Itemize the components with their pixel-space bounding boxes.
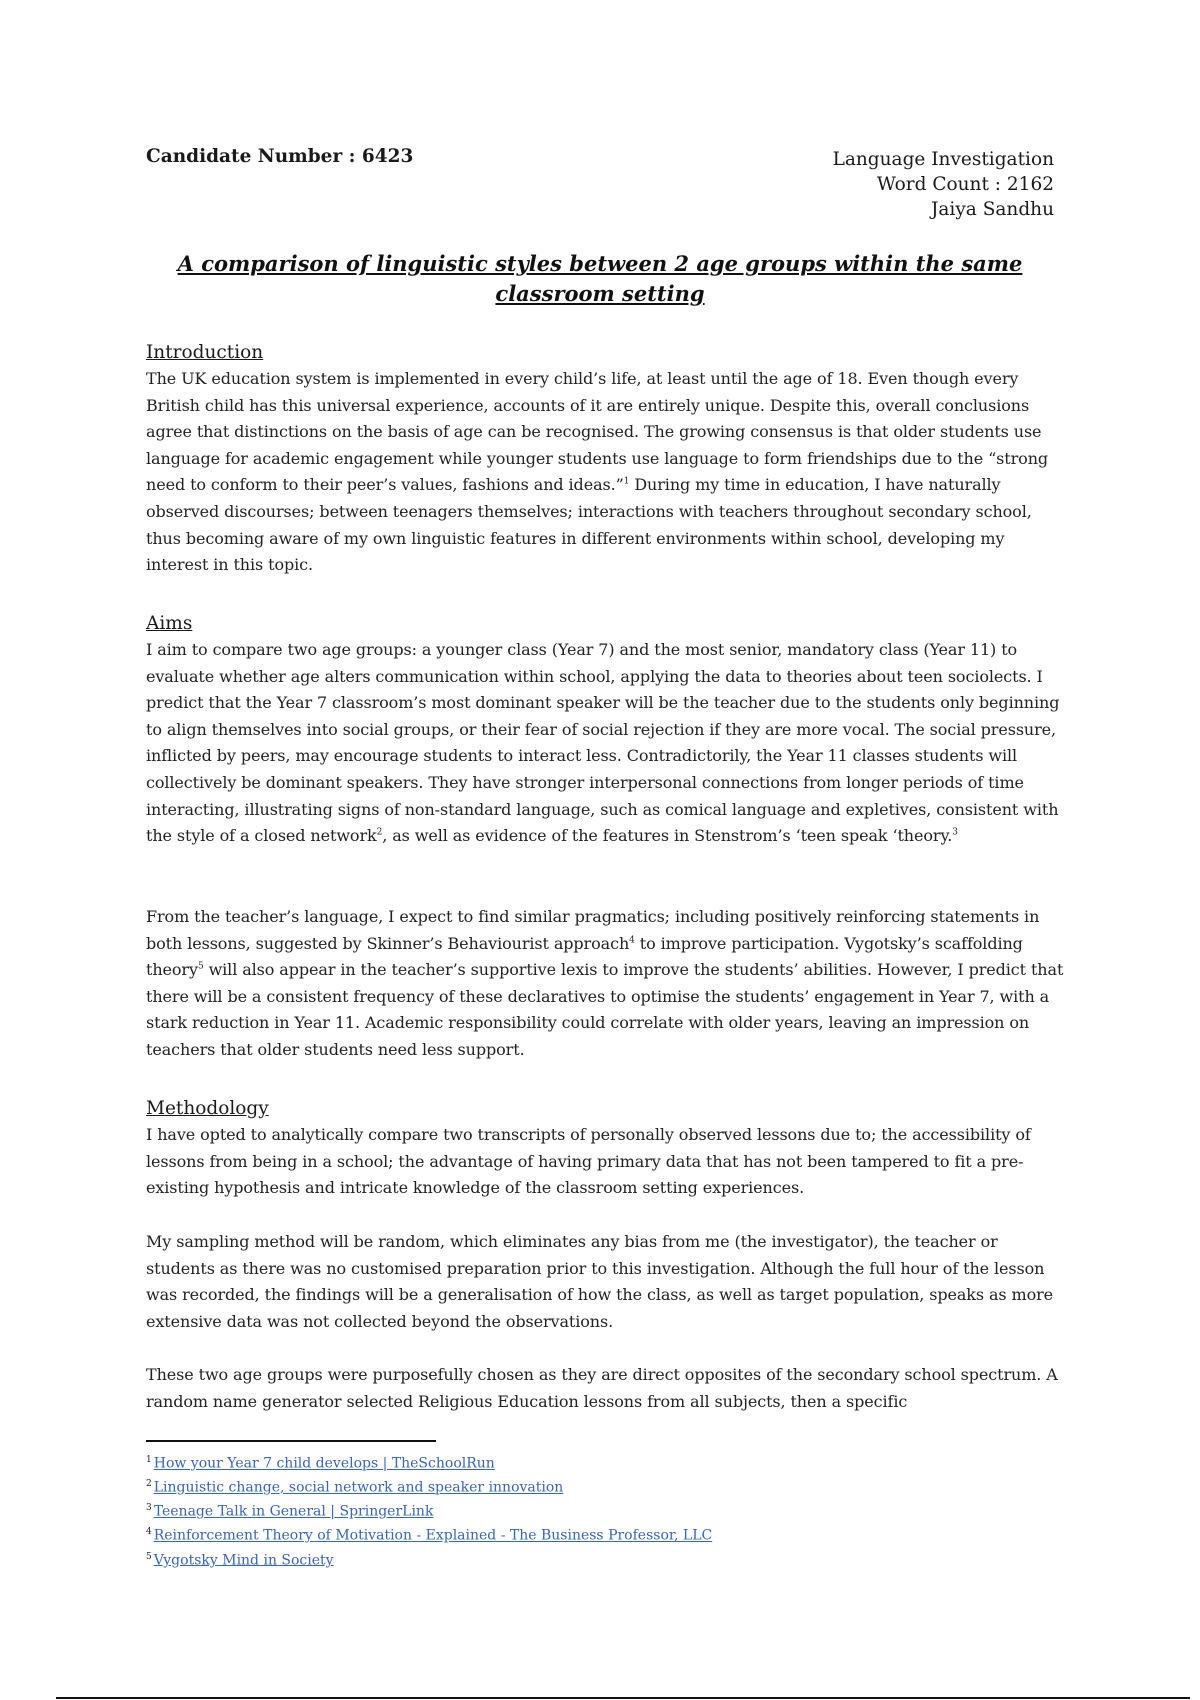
footnote-ref-2[interactable]: 2: [376, 827, 383, 838]
aims-paragraph-1: I aim to compare two age groups: a younger class (Year 7) and the most senior, mandatory class (Year 11) to evaluate whether age alters communication within school, applying the data to theories about teen sociolects. I predict that the Year 7 classroom’s most dominant speaker will be the teacher due to the students only beginning to align themselves into social groups, or their fear of social rejection if they are more vocal. The social pressure, inflicted by peers, may encourage students to interact less. Contradictorily, the Year 11 classes students will collectively be dominant speakers. They have stronger interpersonal connections from longer periods of time interacting, illustrating signs of non-standard language, such as comical language and expletives, consistent with the style of a closed network$^2$, as well as evidence of the features in Stenstrom’s ‘teen speak ‘theory.$^3$: [146, 640, 1060, 846]
footnote-link-4[interactable]: Reinforcement Theory of Motivation - Explained - The Business Professor, LLC: [153, 1528, 713, 1545]
footnote-divider: [146, 1440, 436, 1442]
footnote-ref-3[interactable]: 3: [952, 827, 958, 838]
aims-heading: Aims: [146, 613, 193, 634]
introduction-section: [146, 340, 1066, 579]
aims-section: [146, 611, 1066, 850]
footnote-link-2[interactable]: Linguistic change, social network and speaker innovation: [153, 1479, 564, 1496]
introduction-heading: Introduction: [146, 342, 264, 363]
word-count: Word Count : 2162: [876, 174, 1054, 195]
footnote-2: $^2$ Linguistic change, social network and speaker innovation: [146, 1479, 564, 1496]
footnote-ref-4[interactable]: 4: [629, 935, 635, 946]
footnote-1: $^1$ How your Year 7 child develops | TheSchoolRun: [146, 1455, 495, 1472]
footnote-3: $^3$ Teenage Talk in General | SpringerLink: [146, 1503, 434, 1520]
page-bottom-border: [56, 1697, 1190, 1699]
footnote-4: $^4$ Reinforcement Theory of Motivation - Explained - The Business Professor, LLC: [146, 1527, 713, 1545]
footnote-5: $^5$ Vygotsky Mind in Society: [146, 1551, 334, 1569]
methodology-heading: Methodology: [146, 1098, 269, 1119]
footnote-ref-1[interactable]: 1: [623, 477, 630, 488]
methodology-section-3: [146, 1362, 1066, 1415]
footnotes: [146, 1450, 712, 1571]
candidate-number: Candidate Number : 6423: [146, 146, 414, 167]
methodology-paragraph-3: These two age groups were purposefully chosen as they are direct opposites of the secondary school spectrum. A random name generator selected Religious Education lessons from all subjects, then a specific: [146, 1365, 1058, 1411]
footnote-link-1[interactable]: How your Year 7 child develops | TheSchoolRun: [153, 1455, 495, 1472]
introduction-paragraph: The UK education system is implemented in every child’s life, at least until the age of 18. Even though every British child has this universal experience, accounts of it are entirely unique. Despite this, overall conclusions agree that distinctions on the basis of age can be recognised. The growing consensus is that older students use language for academic engagement while younger students use language to form friendships due to the “strong need to conform to their peer’s values, fashions and ideas.”$^1$ During my time in education, I have naturally observed discourses; between teenagers themselves; interactions with teachers throughout secondary school, thus becoming aware of my own linguistic features in different environments within school, developing my interest in this topic.: [146, 369, 1049, 575]
header-info: [833, 147, 1054, 222]
aims-section-continued: [146, 904, 1066, 1064]
methodology-section: [146, 1096, 1066, 1202]
author-name: Jaiya Sandhu: [930, 199, 1054, 220]
footnote-link-5[interactable]: Vygotsky Mind in Society: [153, 1552, 334, 1569]
subject-label: Language Investigation: [832, 149, 1054, 170]
aims-paragraph-2: From the teacher’s language, I expect to find similar pragmatics; including positively reinforcing statements in both lessons, suggested by Skinner’s Behaviourist approach$^4$ to improve participation. Vygotsky’s scaffolding theory$^5$ will also appear in the teacher’s supportive lexis to improve the students’ abilities. However, I predict that there will be a consistent frequency of these declaratives to optimise the students’ engagement in Year 7, with a stark reduction in Year 11. Academic responsibility could correlate with older years, leaving an impression on teachers that older students need less support.: [146, 907, 1064, 1059]
document-title: A comparison of linguistic styles between 2 age groups within the same classroom setting: [177, 251, 1023, 306]
footnote-ref-5[interactable]: 5: [197, 961, 204, 972]
methodology-paragraph-2: My sampling method will be random, which eliminates any bias from me (the investigator), the teacher or students as there was no customised preparation prior to this investigation. Although the full hour of the lesson was recorded, the findings will be a generalisation of how the class, as well as target population, speaks as more extensive data was not collected beyond the observations.: [146, 1232, 1054, 1331]
methodology-paragraph-1: I have opted to analytically compare two transcripts of personally observed lessons due to; the accessibility of lessons from being in a school; the advantage of having primary data that has not been tampered to fit a pre-existing hypothesis and intricate knowledge of the classroom setting experiences.: [146, 1125, 1031, 1198]
footnote-link-3[interactable]: Teenage Talk in General | SpringerLink: [153, 1503, 434, 1520]
methodology-section-2: [146, 1229, 1066, 1335]
